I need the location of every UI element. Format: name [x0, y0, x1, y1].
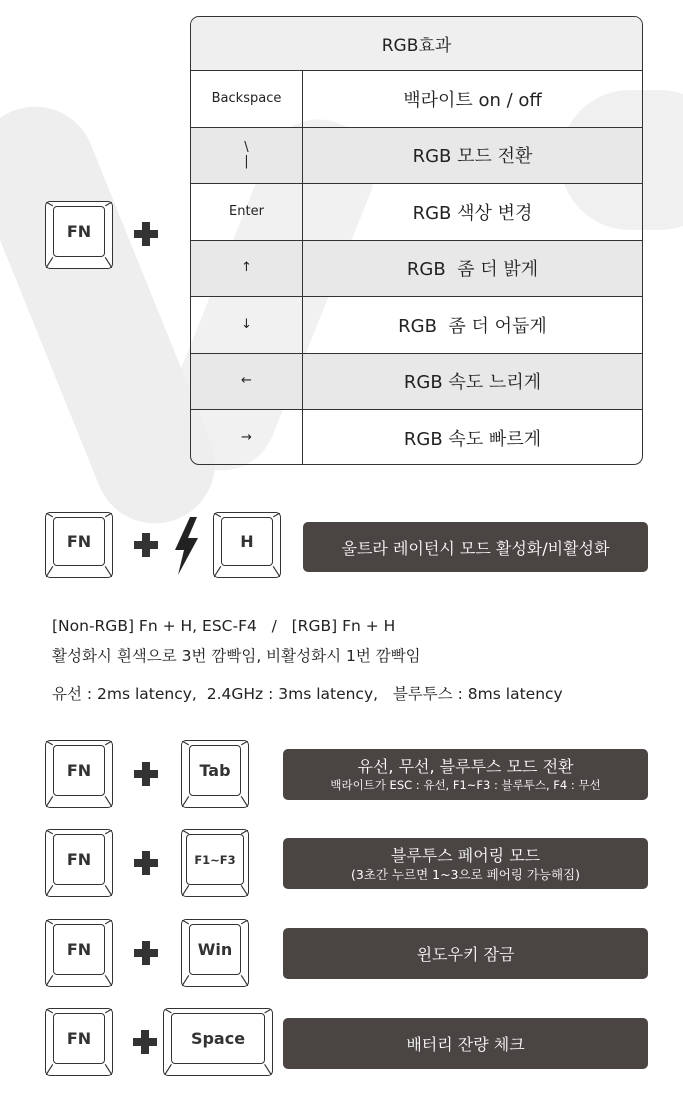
f1-f3-key-label: F1~F3: [186, 834, 244, 885]
table-row: [191, 354, 642, 411]
h-key: [213, 512, 281, 578]
table-row: [191, 128, 642, 185]
row-key: \ |: [191, 128, 303, 184]
win-key-label: Win: [189, 924, 241, 975]
battery-check-label: [283, 1018, 648, 1069]
space-key-label: Space: [171, 1013, 265, 1064]
mode-switch-label: [283, 749, 648, 800]
plus-icon: [134, 533, 158, 557]
plus-icon: [134, 941, 158, 965]
fn-key: [45, 740, 113, 808]
fn-key-label: FN: [53, 517, 105, 566]
table-row: [191, 184, 642, 241]
row-key: →: [191, 410, 303, 465]
battery-check-title: 배터리 잔량 체크: [406, 1035, 525, 1054]
latency-info: 유선 : 2ms latency, 2.4GHz : 3ms latency, 블루투스 : 8ms latency: [52, 685, 563, 703]
table-row: [191, 71, 642, 128]
mode-switch-sub: 백라이트가 ESC : 유선, F1~F3 : 블루투스, F4 : 무선: [330, 778, 601, 792]
ultra-latency-label: [303, 522, 648, 572]
win-key: [181, 919, 249, 987]
table-row: [191, 241, 642, 298]
fn-key: [45, 201, 113, 269]
win-lock-label: [283, 928, 648, 979]
row-key: Backspace: [191, 71, 303, 127]
space-key: [163, 1008, 273, 1076]
row-effect: RGB 색상 변경: [412, 202, 533, 224]
row-key: ↑: [191, 241, 303, 297]
mode-switch-title: 유선, 무선, 블루투스 모드 전환: [357, 757, 574, 776]
fn-key-label: FN: [53, 1013, 105, 1064]
row-key: ←: [191, 354, 303, 410]
plus-icon: [133, 1030, 157, 1054]
fn-key: [45, 1008, 113, 1076]
lightning-icon: [171, 517, 201, 575]
row-effect: RGB 좀 더 어둡게: [398, 315, 547, 337]
fn-key-label: FN: [53, 745, 105, 796]
plus-icon: [134, 762, 158, 786]
row-effect: RGB 좀 더 밝게: [406, 259, 539, 281]
row-effect: 백라이트 on / off: [403, 89, 542, 111]
table-row: [191, 410, 642, 465]
pairing-label: [283, 838, 648, 889]
f1-f3-key: [181, 829, 249, 897]
fn-key-label: FN: [53, 206, 105, 257]
rgb-table-header: RGB효과: [191, 17, 642, 71]
ultra-note-line2: 활성화시 흰색으로 3번 깜빡임, 비활성화시 1번 깜빡임: [52, 647, 421, 665]
fn-key: [45, 919, 113, 987]
fn-key: [45, 829, 113, 897]
fn-key-label: FN: [53, 834, 105, 885]
h-key-label: H: [221, 517, 273, 566]
table-row: [191, 297, 642, 354]
plus-icon: [134, 222, 158, 246]
row-key: Enter: [191, 184, 303, 240]
row-effect: RGB 모드 전환: [412, 146, 533, 168]
ultra-latency-text: 울트라 레이턴시 모드 활성화/비활성화: [341, 538, 610, 558]
tab-key-label: Tab: [189, 745, 241, 796]
rgb-effect-table: [190, 16, 643, 465]
plus-icon: [134, 851, 158, 875]
fn-key: [45, 512, 113, 578]
row-key: ↓: [191, 297, 303, 353]
pairing-title: 블루투스 페어링 모드: [390, 845, 541, 865]
pairing-sub: (3초간 누르면 1~3으로 페어링 가능해짐): [350, 866, 581, 882]
row-effect: RGB 속도 빠르게: [403, 429, 542, 451]
ultra-note-line1: [Non-RGB] Fn + H, ESC-F4 / [RGB] Fn + H: [52, 617, 396, 635]
row-effect: RGB 속도 느리게: [403, 372, 542, 394]
win-lock-title: 윈도우키 잠금: [416, 945, 515, 964]
fn-key-label: FN: [53, 924, 105, 975]
tab-key: [181, 740, 249, 808]
